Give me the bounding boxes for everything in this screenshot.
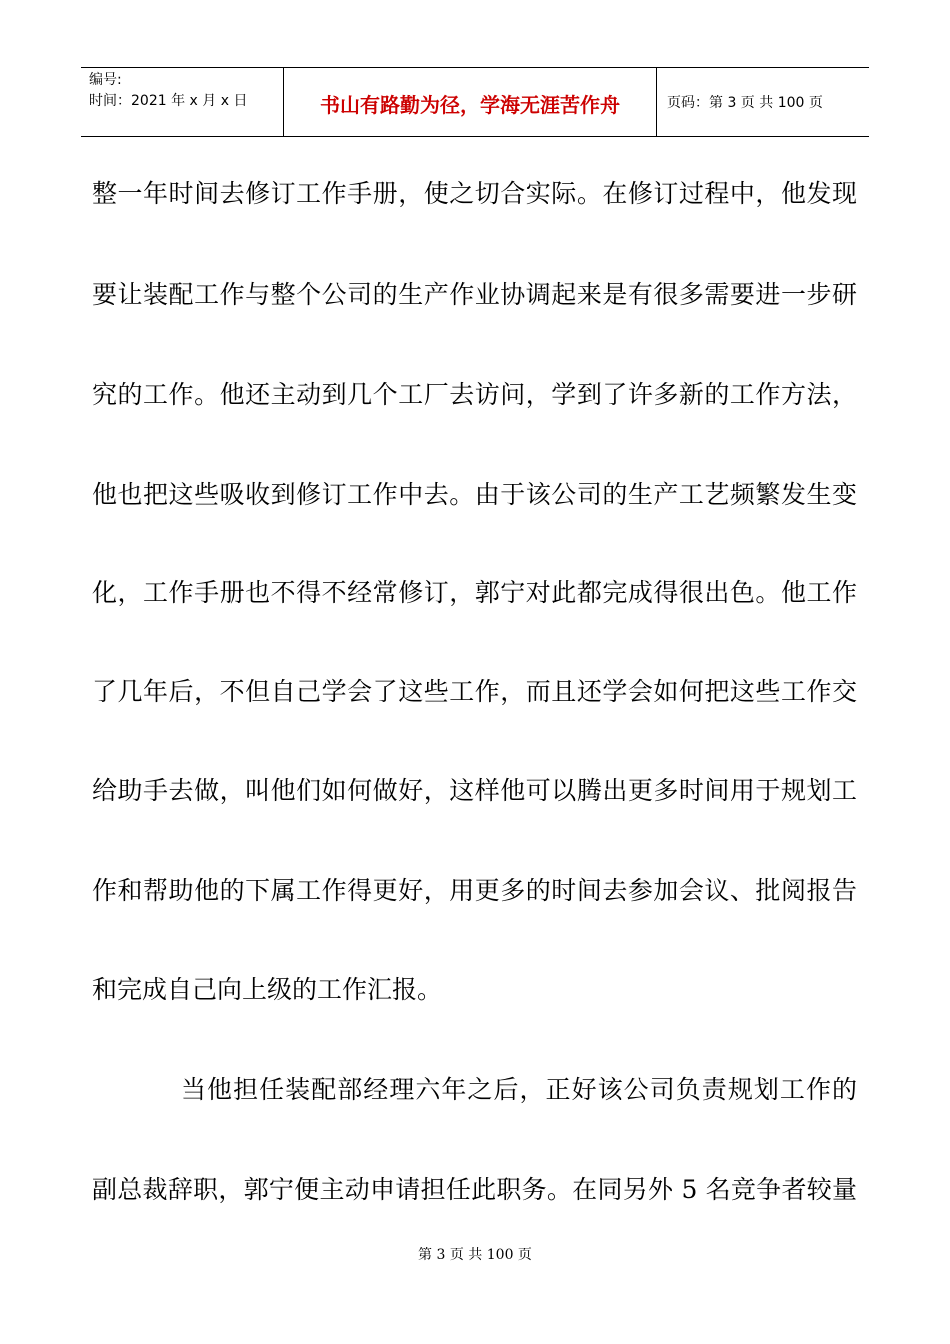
- body-line: 了几年后，不但自己学会了这些工作，而且还学会如何把这些工作交: [92, 677, 857, 706]
- body-line: 他也把这些吸收到修订工作中去。由于该公司的生产工艺频繁发生变: [92, 480, 857, 509]
- page-code: 页码：第 3 页 共 100 页: [667, 95, 823, 111]
- body-line: 要让装配工作与整个公司的生产作业协调起来是有很多需要进一步研: [92, 280, 857, 309]
- header-meta-cell: [81, 68, 283, 136]
- header-motto-cell: [283, 68, 657, 136]
- body-line: 究的工作。他还主动到几个工厂去访问，学到了许多新的工作方法，: [92, 380, 857, 409]
- serial-label: 编号:: [89, 72, 122, 88]
- body-line-indented: 当他担任装配部经理六年之后，正好该公司负责规划工作的: [181, 1075, 857, 1104]
- body-line: 整一年时间去修订工作手册，使之切合实际。在修订过程中，他发现: [92, 179, 857, 208]
- motto-text: 书山有路勤为径，学海无涯苦作舟: [320, 93, 620, 117]
- body-line: 和完成自己向上级的工作汇报。: [92, 975, 443, 1004]
- date-label: 时间：2021 年 x 月 x 日: [89, 93, 248, 109]
- header-page-cell: [657, 68, 869, 136]
- page-footer: 第 3 页 共 100 页: [418, 1247, 532, 1263]
- body-line: 作和帮助他的下属工作得更好，用更多的时间去参加会议、批阅报告: [92, 876, 857, 905]
- body-line: 副总裁辞职，郭宁便主动申请担任此职务。在同另外 5 名竞争者较量: [92, 1175, 857, 1204]
- body-line: 给助手去做，叫他们如何做好，这样他可以腾出更多时间用于规划工: [92, 776, 857, 805]
- page-header: [81, 67, 869, 137]
- body-line: 化，工作手册也不得不经常修订，郭宁对此都完成得很出色。他工作: [92, 578, 857, 607]
